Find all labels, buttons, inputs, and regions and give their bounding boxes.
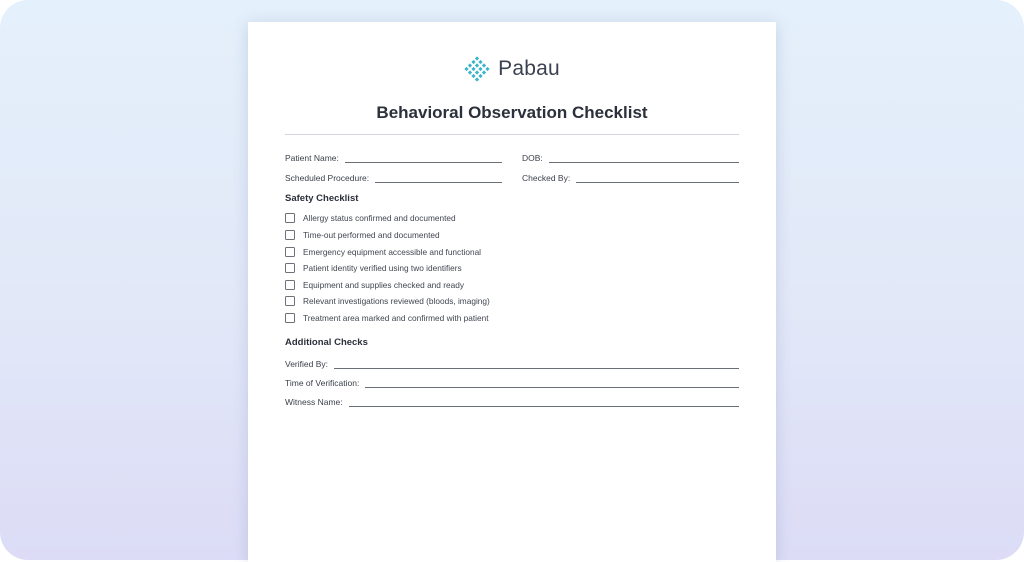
checkbox[interactable] bbox=[285, 296, 295, 306]
patient-name-label: Patient Name: bbox=[285, 153, 339, 163]
safety-checklist-heading: Safety Checklist bbox=[285, 193, 359, 204]
checklist-item-label: Allergy status confirmed and documented bbox=[303, 213, 456, 223]
verified-by-line[interactable] bbox=[334, 360, 739, 369]
witness-name-field[interactable] bbox=[285, 395, 739, 407]
scheduled-procedure-line[interactable] bbox=[375, 174, 502, 183]
checklist-item-label: Time-out performed and documented bbox=[303, 230, 440, 240]
checklist-item-label: Patient identity verified using two identifiers bbox=[303, 263, 462, 273]
checklist-item[interactable] bbox=[285, 279, 464, 291]
checkbox[interactable] bbox=[285, 247, 295, 257]
checked-by-label: Checked By: bbox=[522, 173, 571, 183]
time-of-verification-line[interactable] bbox=[365, 379, 739, 388]
checked-by-line[interactable] bbox=[576, 174, 739, 183]
checklist-item[interactable] bbox=[285, 312, 489, 324]
checklist-item-label: Equipment and supplies checked and ready bbox=[303, 280, 464, 290]
checklist-item[interactable] bbox=[285, 295, 490, 307]
witness-name-line[interactable] bbox=[349, 398, 739, 407]
document-title: Behavioral Observation Checklist bbox=[376, 103, 648, 122]
diamond-dot-logo-icon bbox=[464, 56, 490, 82]
checklist-item[interactable] bbox=[285, 262, 462, 274]
checked-by-field[interactable] bbox=[522, 171, 739, 183]
brand-logo bbox=[248, 56, 776, 82]
dob-label: DOB: bbox=[522, 153, 543, 163]
time-of-verification-field[interactable] bbox=[285, 376, 739, 388]
checkbox[interactable] bbox=[285, 230, 295, 240]
checkbox[interactable] bbox=[285, 263, 295, 273]
patient-name-line[interactable] bbox=[345, 154, 502, 163]
witness-name-label: Witness Name: bbox=[285, 397, 343, 407]
verified-by-field[interactable] bbox=[285, 357, 739, 369]
checkbox[interactable] bbox=[285, 280, 295, 290]
checklist-item[interactable] bbox=[285, 246, 481, 258]
dob-line[interactable] bbox=[549, 154, 739, 163]
checklist-item[interactable] bbox=[285, 229, 440, 241]
checkbox[interactable] bbox=[285, 313, 295, 323]
verified-by-label: Verified By: bbox=[285, 359, 328, 369]
dob-field[interactable] bbox=[522, 151, 739, 163]
brand-name: Pabau bbox=[498, 57, 560, 80]
checklist-item-label: Emergency equipment accessible and functional bbox=[303, 247, 482, 257]
checkbox[interactable] bbox=[285, 213, 295, 223]
additional-checks-heading: Additional Checks bbox=[285, 337, 368, 348]
checklist-document bbox=[248, 22, 776, 562]
scheduled-procedure-label: Scheduled Procedure: bbox=[285, 173, 370, 183]
scheduled-procedure-field[interactable] bbox=[285, 171, 502, 183]
checklist-item[interactable] bbox=[285, 212, 456, 224]
title-divider bbox=[285, 134, 739, 135]
patient-name-field[interactable] bbox=[285, 151, 502, 163]
checklist-item-label: Treatment area marked and confirmed with patient bbox=[303, 313, 489, 323]
time-of-verification-label: Time of Verification: bbox=[285, 378, 360, 388]
checklist-item-label: Relevant investigations reviewed (bloods, imaging) bbox=[303, 296, 490, 306]
